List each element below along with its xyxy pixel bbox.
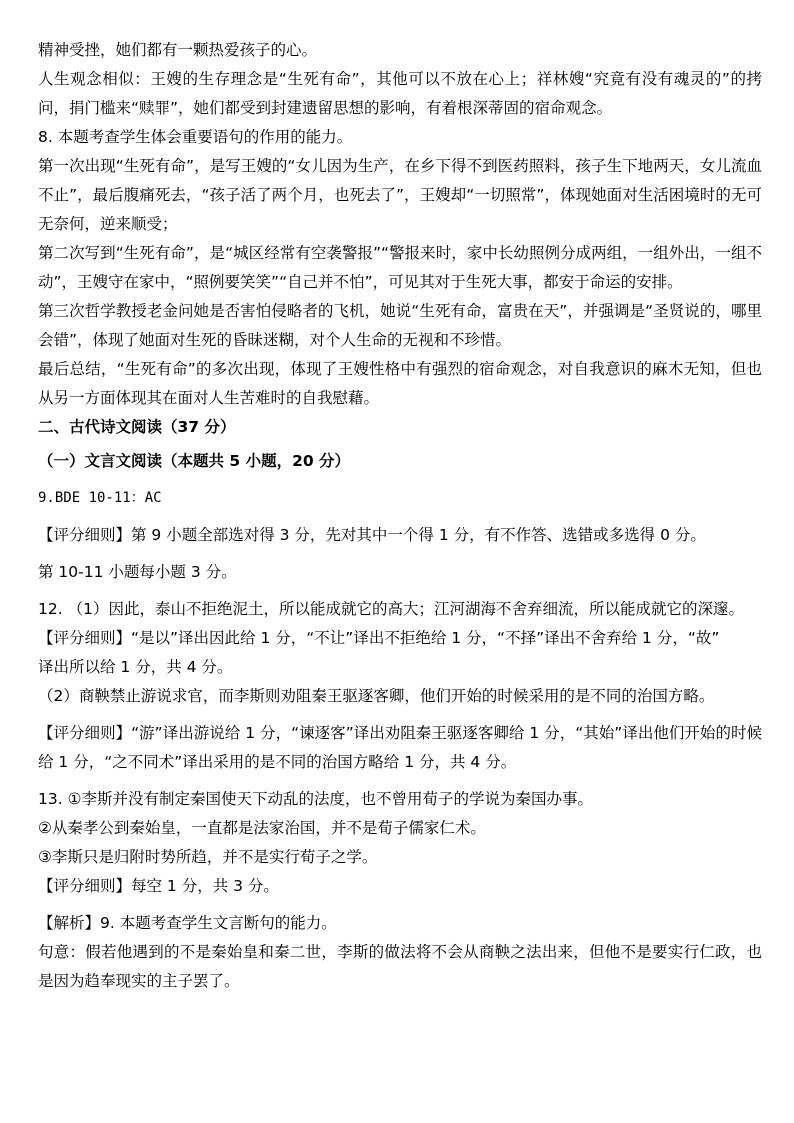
- scoring-rule: 第 10-11 小题每小题 3 分。: [38, 563, 237, 581]
- answer-paragraph: 13. ①李斯并没有制定秦国使天下动乱的法度，也不曾用荀子的学说为秦国办事。: [38, 790, 593, 808]
- analysis-heading: 【解析】9. 本题考查学生文言断句的能力。: [38, 914, 337, 932]
- answer-paragraph: 精神受挫，她们都有一颗热爱孩子的心。: [38, 41, 318, 59]
- scoring-rule: 【评分细则】第 9 小题全部选对得 3 分，先对其中一个得 1 分，有不作答、选错或多选得 0 分。: [38, 526, 706, 544]
- answer-paragraph: （2）商鞅禁止游说求官，而李斯则劝阻秦王驱逐客卿，他们开始的时候采用的是不同的治国方略。: [38, 687, 715, 705]
- answer-paragraph: 第二次写到“生死有命”，是“城区经常有空袭警报”“警报来时，家中长幼照例分成两组，一组外出，一组不动”，王嫂守在家中，“照例要笑笑”“自己并不怕”，可见其对于生死大事，都安于命运的安排。: [38, 244, 762, 291]
- section-heading: 二、古代诗文阅读（37 分）: [38, 418, 236, 436]
- answer-key: 9.BDE 10-11：AC: [38, 490, 162, 506]
- answer-paragraph: 12. （1）因此，泰山不拒绝泥土，所以能成就它的高大；江河湖海不舍弃细流，所以能成就它的深邃。: [38, 600, 744, 618]
- scoring-rule: 【评分细则】每空 1 分，共 3 分。: [38, 877, 279, 895]
- scoring-rule: 【评分细则】“是以”译出因此给 1 分，“不让”译出不拒绝给 1 分，“不择”译出不舍弃给 1 分，“故”: [38, 629, 720, 647]
- answer-paragraph: 句意：假若他遇到的不是秦始皇和秦二世，李斯的做法将不会从商鞅之法出来，但他不是要实行仁政，也是因为趋奉现实的主子罢了。: [38, 943, 762, 990]
- answer-paragraph: ③李斯只是归附时势所趋，并不是实行荀子之学。: [38, 848, 378, 866]
- question-8-heading: 8. 本题考查学生体会重要语句的作用的能力。: [38, 128, 353, 146]
- answer-paragraph: 第三次哲学教授老金问她是否害怕侵略者的飞机，她说“生死有命，富贵在天”，并强调是“圣贤说的，哪里会错”，体现了她面对生死的昏昧迷糊，对个人生命的无视和不珍惜。: [38, 302, 762, 349]
- answer-paragraph: 人生观念相似：王嫂的生存理念是“生死有命”，其他可以不放在心上；祥林嫂“究竟有没有魂灵的”的拷问，捐门槛来“赎罪”，她们都受到封建遗留思想的影响，有着根深蒂固的宿命观念。: [38, 70, 762, 117]
- scoring-rule: 译出所以给 1 分，共 4 分。: [38, 658, 233, 676]
- scoring-rule: 【评分细则】“游”译出游说给 1 分，“谏逐客”译出劝阻秦王驱逐客卿给 1 分，“其始”译出他们开始的时候给 1 分，“之不同术”译出采用的是不同的治国方略给 1 分，共 4 分。: [38, 724, 762, 771]
- answer-paragraph: 最后总结，“生死有命”的多次出现，体现了王嫂性格中有强烈的宿命观念，对自我意识的麻木无知，但也从另一方面体现其在面对人生苦难时的自我慰藉。: [38, 360, 762, 407]
- answer-paragraph: 第一次出现“生死有命”，是写王嫂的“女儿因为生产，在乡下得不到医药照料，孩子生下地两天，女儿流血不止”，最后腹痛死去，“孩子活了两个月，也死去了”，王嫂却“一切照常”，体现她面对生活困境时的无可无奈何，逆来顺受；: [38, 157, 762, 233]
- answer-paragraph: ②从秦孝公到秦始皇，一直都是法家治国，并不是荀子儒家仁术。: [38, 819, 486, 837]
- subsection-heading: （一）文言文阅读（本题共 5 小题，20 分）: [38, 452, 351, 470]
- document-page: [38, 36, 762, 996]
